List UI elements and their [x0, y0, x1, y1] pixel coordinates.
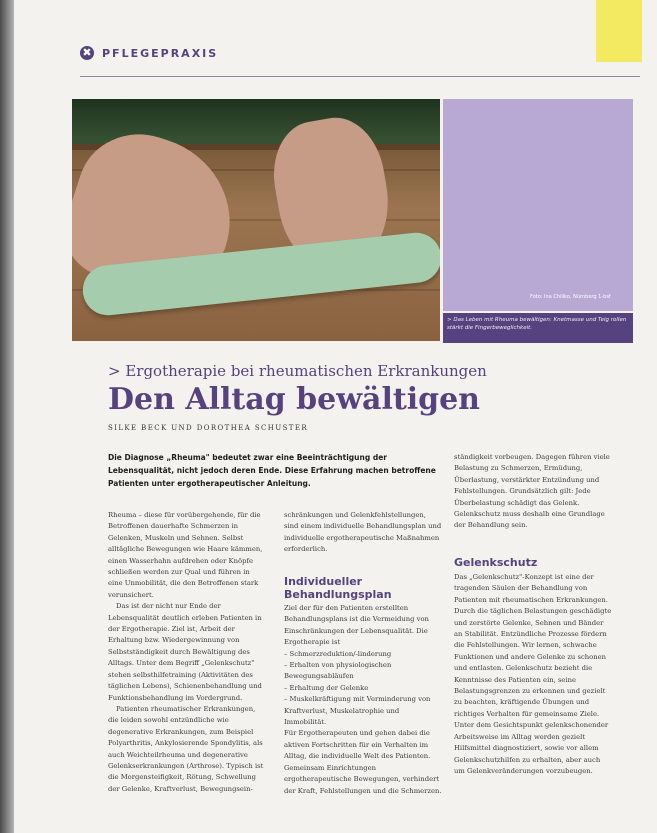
list-item: – Schmerzreduktion/-linderung: [284, 649, 392, 658]
body-column-2-top: schränkungen und Gelenkfehlstellungen, sind einem individuelle Behandlungsplan und individuelle ergotherapeutische Maßnahmen erforderlich.: [284, 511, 442, 554]
list-item: – Erhaltung der Gelenke: [284, 683, 369, 692]
section-header: [80, 46, 218, 60]
section-cross-icon: ✖: [80, 46, 94, 60]
purple-sidebar-panel: [443, 99, 633, 311]
article-authors: SILKE BECK UND DOROTHEA SCHUSTER: [108, 424, 309, 432]
body-column-3: Das „Gelenkschutz"-Konzept ist eine der tragenden Säulen der Behandlung von Patienten mit rheumatischen Erkrankungen. Durch die täglichen Belastungen geschädigte und zerstörte Gelenke, Sehnen und Bänder an Stabilität. Entzündliche Prozesse fördern die Fehlstellungen. Wir lernen, schwache Funktionen und andere Gelenke zu schonen und entlasten. Gelenkschutz bezieht die Kenntnisse des Patienten ein, seine Belastungsgrenzen zu erkennen und gezielt zu beachten, kräftigende Übungen und richtiges Verhalten für gemeinsame Ziele. Unter dem Gesichtspunkt gelenkschonender Arbeitsweise im Alltag werden gezielt Hilfsmittel diagnostiziert, sowie vor allem Gelenkschutzhilfen zu erhalten, aber auch um Gelenkveränderungen vorzubeugen.: [454, 573, 612, 775]
body-column-1: [108, 510, 266, 795]
photo-credit: Foto: Ina Chiliko, Nürnberg 1-bsf: [530, 294, 611, 300]
sticky-note: [596, 0, 642, 62]
scan-shadow-edge: [0, 0, 14, 833]
article-title: Den Alltag bewältigen: [108, 382, 480, 417]
list-item: – Erhalten von physiologischen Bewegungsabläufen: [284, 661, 392, 681]
subheading-gelenkschutz: Gelenkschutz: [454, 556, 538, 569]
body-paragraph: Patienten rheumatischer Erkrankungen, die leiden sowohl entzündliche wie degenerative Erkrankungen, zum Beispiel Polyarthritis, Ankylosierende Spondylitis, als auch Weichteilrheuma und degenerative Gelenkserkrankungen (Arthrose). Typisch ist die Morgensteifigkeit, Rötung, Schwellung der Gelenke, Kraftverlust, Bewegungsein-: [108, 704, 264, 793]
subheading-behandlungsplan: Individueller Behandlungsplan: [284, 575, 392, 601]
article-kicker: > Ergotherapie bei rheumatischen Erkrankungen: [108, 362, 487, 380]
article-photo: [72, 99, 440, 341]
body-column-3-top: ständigkeit vorbeugen. Dagegen führen viele Belastung zu Schmerzen, Ermüdung, Überlastung, verstärkter Entzündung und Fehlstellungen. Grundsätzlich gilt: Jede Überbelastung schädigt das Gelenk. Gelenkschutz muss deshalb eine Grundlage der Behandlung sein.: [454, 453, 610, 530]
body-column-2: [284, 603, 442, 797]
header-rule: [80, 76, 640, 77]
body-paragraph: Für Ergotherapeuten und gehen dabei die aktiven Fortschritten für ein Verhalten im Alltag, die individuelle Welt des Patienten. Gemeinsam Einrichtungen ergotherapeutische Bewegungen, verhindert der Kraft, Fehlstellungen und die Schmerzen.: [284, 729, 442, 795]
photo-caption: > Das Leben mit Rheuma bewältigen: Knetmasse und Teig rollen stärkt die Fingerbeweglichkeit.: [443, 313, 633, 343]
article-lead: Die Diagnose „Rheuma" bedeutet zwar eine Beeinträchtigung der Lebensqualität, nicht jedoch deren Ende. Diese Erfahrung machen betroffene Patienten unter ergotherapeutischer Anleitung.: [108, 453, 436, 488]
section-label: PFLEGEPRAXIS: [102, 46, 219, 60]
body-paragraph: Rheuma – diese für vorübergehende, für die Betroffenen dauerhafte Schmerzen in Gelenken, Muskeln und Sehnen. Selbst alltägliche Bewegungen wie Haare kämmen, einen Wasserhahn aufdrehen oder Knöpfe schließen werden zur Qual und führen in eine Unmobilität, die den Betroffenen stark verunsichert.: [108, 511, 263, 599]
body-paragraph: Das ist der nicht nur Ende der Lebensqualität deutlich erleben Patienten in der Ergotherapie. Ziel ist, Arbeit der Erhaltung bzw. Wiedergewinnung von Selbstständigkeit durch Bewältigung des Alltags. Unter dem Begriff „Gelenkschutz" stehen selbsthilfetraining (Aktivitäten des täglichen Lebens), Schienenbehandlung und Funktionsbehandlung im Vordergrund.: [108, 602, 262, 702]
list-item: – Muskelkräftigung mit Verminderung von Kraftverlust, Muskelatrophie und Immobilität.: [284, 695, 431, 727]
body-paragraph: Ziel der für den Patienten erstellten Behandlungsplans ist die Vermeidung von Einschränkungen der Lebensqualität. Die Ergotherapie ist: [284, 604, 429, 647]
